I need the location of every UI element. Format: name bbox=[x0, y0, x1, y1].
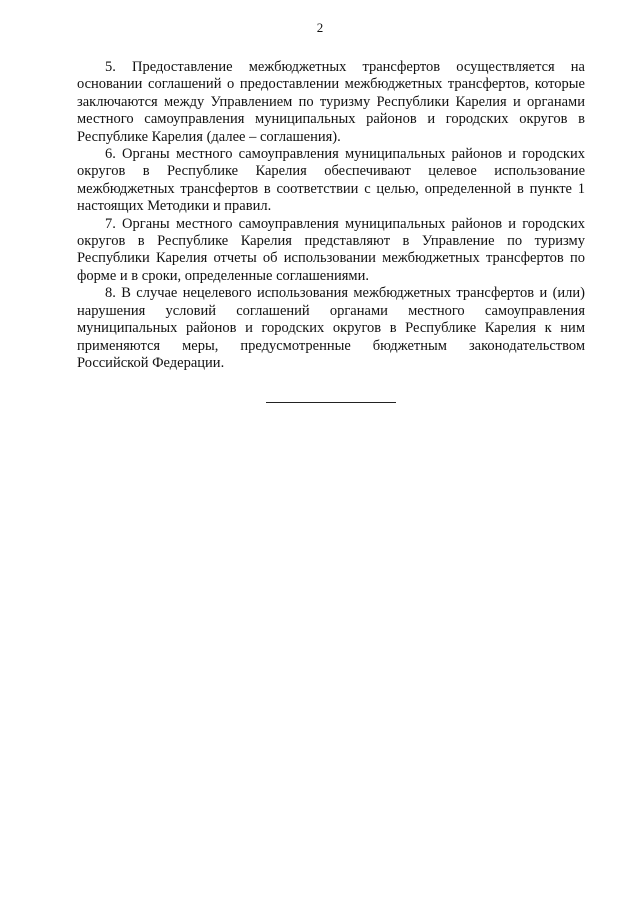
document-body bbox=[77, 59, 585, 372]
paragraph-5: 5. Предоставление межбюджетных трансфертов осуществляется на основании соглашений о предоставлении межбюджетных трансфертов, которые заключаются между Управлением по туризму Республики Карелия и органами местного самоуправления муниципальных районов и городских округов в Республике Карелия (далее – соглашения). bbox=[77, 59, 585, 145]
page-number: 2 bbox=[316, 20, 324, 35]
paragraph-8: 8. В случае нецелевого использования межбюджетных трансфертов и (или) нарушения условий соглашений органами местного самоуправления муниципальных районов и городских округов в Республике Карелия к ним применяются меры, предусмотренные бюджетным законодательством Российской Федерации. bbox=[77, 285, 585, 371]
end-divider bbox=[266, 402, 396, 403]
paragraph-7: 7. Органы местного самоуправления муниципальных районов и городских округов в Республике Карелия представляют в Управление по туризму Республики Карелия отчеты об использовании межбюджетных трансфертов по форме и в сроки, определенные соглашениями. bbox=[77, 215, 585, 284]
paragraph-6: 6. Органы местного самоуправления муниципальных районов и городских округов в Республике Карелия обеспечивают целевое использование межбюджетных трансфертов в соответствии с целью, определенной в пункте 1 настоящих Методики и правил. bbox=[77, 146, 585, 215]
